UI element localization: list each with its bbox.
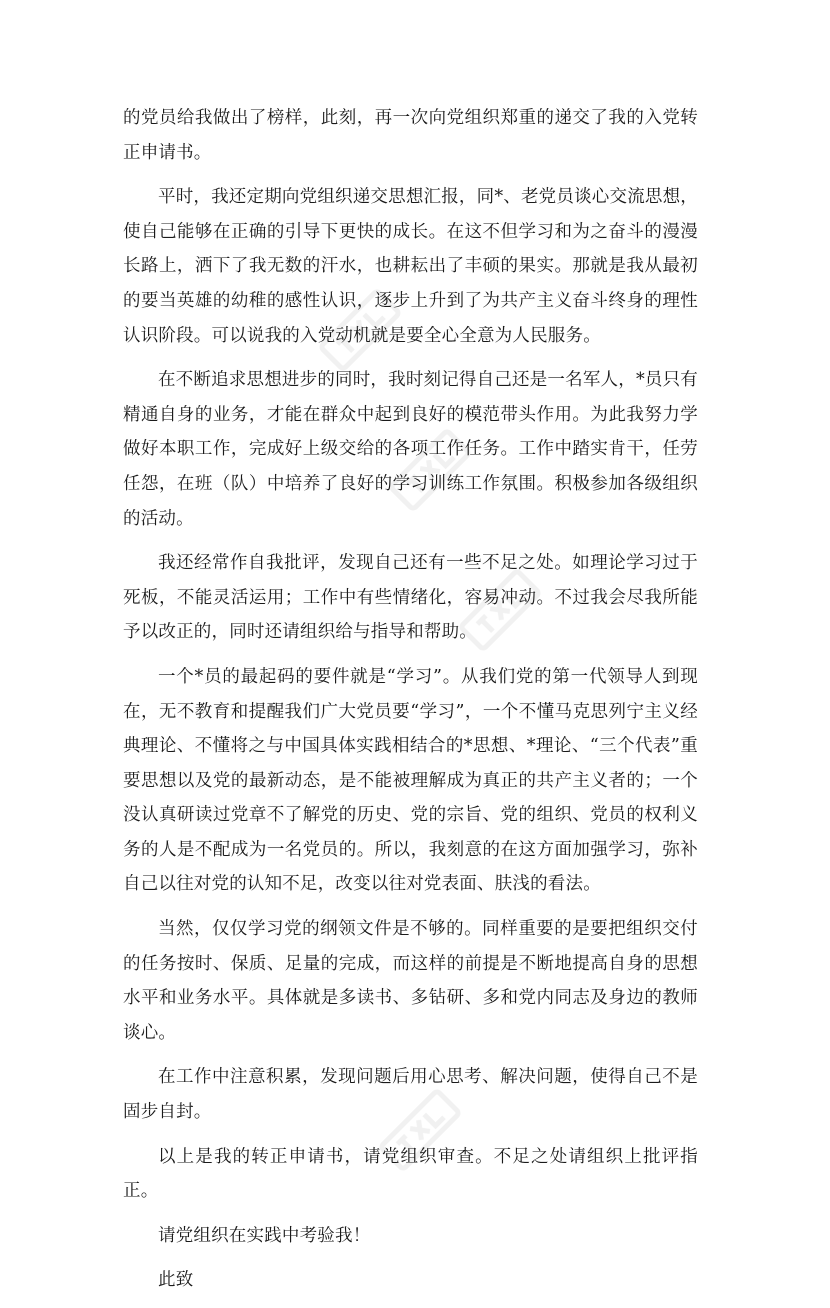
paragraph: 在工作中注意积累，发现问题后用心思考、解决问题，使得自己不是固步自封。 [123,1067,698,1123]
paragraph: 以上是我的转正申请书，请党组织审查。不足之处请组织上批评指正。 [123,1146,698,1202]
closing-salutation: 此致 [158,1270,194,1291]
paragraph: 一个*员的最起码的要件就是“学习”。从我们党的第一代领导人到现在，无不教育和提醒我们广大党员要“学习”，一个不懂马克思列宁主义经典理论、不懂将之与中国具体实践相结合的*思想、*理论、“三个代表”重要思想以及党的最新动态，是不能被理解成为真正的共产主义者的；一个没认真研读过党章不了解党的历史、党的宗旨、党的组织、党员的权利义务的人是不配成为一名党员的。所以，我刻意的在这方面加强学习，弥补自己以往对党的认知不足，改变以往对党表面、肤浅的看法。 [123,666,698,895]
paragraph: 的党员给我做出了榜样，此刻，再一次向党组织郑重的递交了我的入党转正申请书。 [123,108,698,163]
paragraph: 在不断追求思想进步的同时，我时刻记得自己还是一名军人，*员只有精通自身的业务，才能在群众中起到良好的模范带头作用。为此我努力学做好本职工作，完成好上级交给的各项工作任务。工作中踏实肯干，任劳任怨，在班（队）中培养了良好的学习训练工作氛围。积极参加各级组织的活动。 [123,370,698,529]
paragraph: 平时，我还定期向党组织递交思想汇报，同*、老党员谈心交流思想，使自己能够在正确的引导下更快的成长。在这不但学习和为之奋斗的漫漫长路上，洒下了我无数的汗水，也耕耘出了丰硕的果实。那就是我从最初的要当英雄的幼稚的感性认识，逐步上升到了为共产主义奋斗终身的理性认识阶段。可以说我的入党动机就是要全心全意为人民服务。 [123,187,698,346]
paragraph: 请党组织在实践中考验我！ [158,1225,371,1246]
document-body [123,101,698,1308]
paragraph: 我还经常作自我批评，发现自己还有一些不足之处。如理论学习过于死板，不能灵活运用；工作中有些情绪化，容易冲动。不过我会尽我所能予以改正的，同时还请组织给与指导和帮助。 [123,553,698,643]
paragraph: 当然，仅仅学习党的纲领文件是不够的。同样重要的是要把组织交付的任务按时、保质、足量的完成，而这样的前提是不断地提高自身的思想水平和业务水平。具体就是多读书、多钻研、多和党内同志及身边的教师谈心。 [123,919,698,1043]
